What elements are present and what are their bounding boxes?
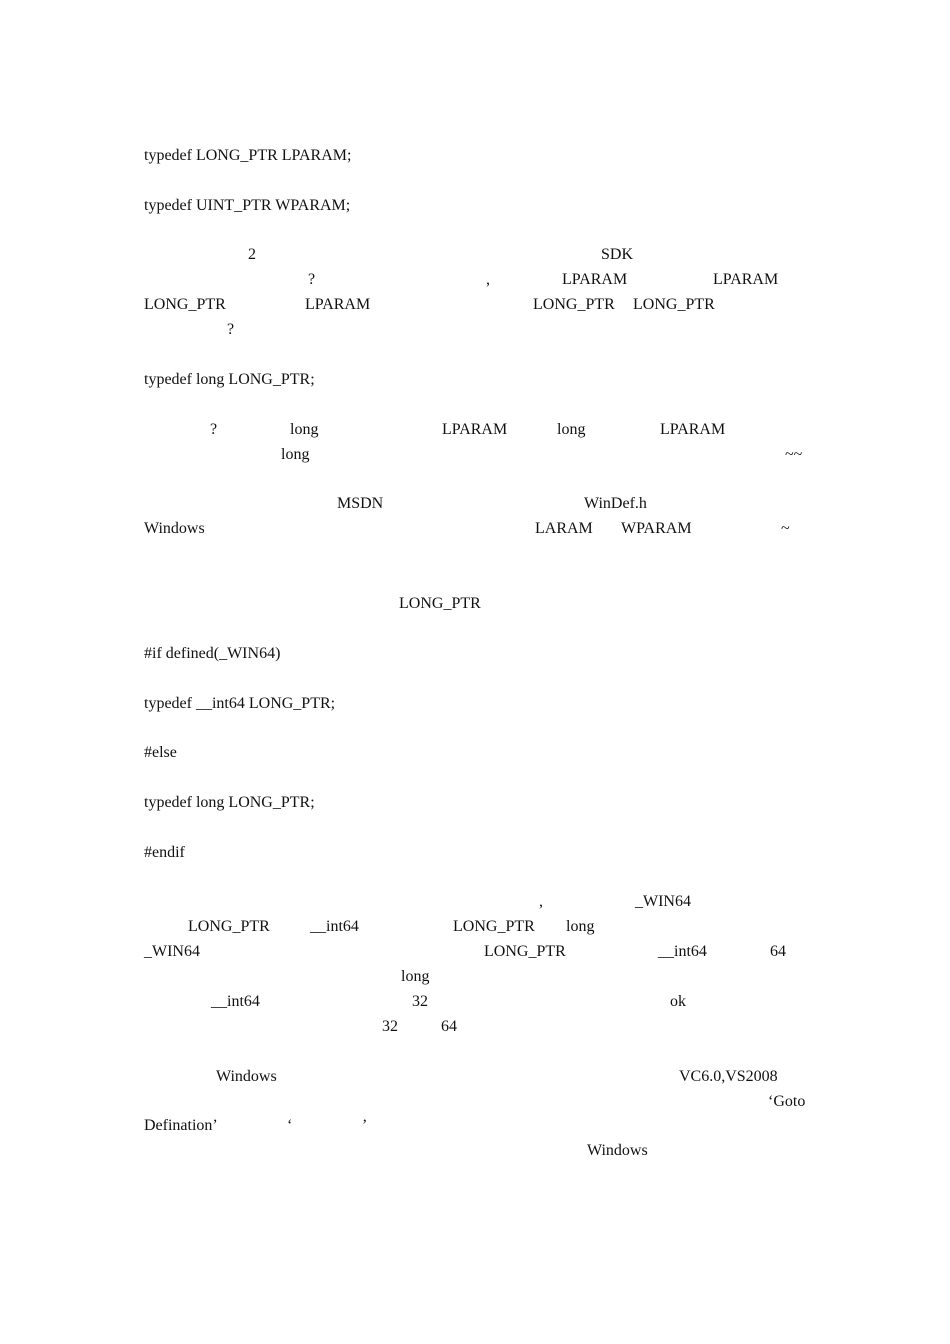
text-fragment: long <box>281 446 310 463</box>
code-text: typedef LONG_PTR LPARAM; <box>144 147 352 164</box>
text-fragment: long <box>401 968 430 985</box>
text-fragment: SDK <box>601 246 634 263</box>
text-fragment: LONG_PTR <box>144 296 226 313</box>
code-text: typedef UINT_PTR WPARAM; <box>144 197 351 214</box>
text-fragment: ~~ <box>785 446 803 463</box>
text-fragment: ~ <box>781 520 790 537</box>
text-fragment: Windows <box>587 1142 648 1159</box>
text-fragment: LONG_PTR <box>453 918 535 935</box>
text-fragment: LPARAM <box>305 296 371 313</box>
text-fragment: Defination’ <box>144 1117 218 1134</box>
text-fragment: 64 <box>770 943 786 960</box>
text-fragment: long <box>557 421 586 438</box>
text-fragment: LONG_PTR <box>484 943 566 960</box>
text-fragment: LPARAM <box>562 271 628 288</box>
text-fragment: 2 <box>248 246 256 263</box>
code-text: typedef long LONG_PTR; <box>144 794 315 811</box>
text-fragment: LPARAM <box>713 271 779 288</box>
text-fragment: __int64 <box>310 918 359 935</box>
text-fragment: LPARAM <box>442 421 508 438</box>
text-fragment: LPARAM <box>660 421 726 438</box>
text-fragment: long <box>290 421 319 438</box>
text-fragment: LONG_PTR <box>633 296 715 313</box>
text-fragment: MSDN <box>337 495 384 512</box>
text-fragment: ok <box>670 993 686 1010</box>
text-fragment: ? <box>210 421 218 438</box>
text-fragment: Windows <box>144 520 205 537</box>
text-fragment: __int64 <box>658 943 707 960</box>
text-fragment: ? <box>227 321 235 338</box>
text-fragment: WPARAM <box>621 520 692 537</box>
text-fragment: LONG_PTR <box>188 918 270 935</box>
text-fragment: ? <box>308 271 316 288</box>
text-fragment: _WIN64 <box>635 893 691 910</box>
text-fragment: long <box>566 918 595 935</box>
text-fragment: Windows <box>216 1068 277 1085</box>
text-fragment: VC6.0,VS2008 <box>679 1068 778 1085</box>
text-fragment: LONG_PTR <box>399 595 481 612</box>
text-fragment: __int64 <box>211 993 260 1010</box>
text-fragment: _WIN64 <box>144 943 200 960</box>
text-fragment: WinDef.h <box>584 495 647 512</box>
code-text: #endif <box>144 844 185 861</box>
code-text: typedef __int64 LONG_PTR; <box>144 695 336 712</box>
code-text: #if defined(_WIN64) <box>144 645 281 662</box>
text-fragment: 64 <box>441 1018 457 1035</box>
text-fragment: LONG_PTR <box>533 296 615 313</box>
text-fragment: , <box>539 893 543 910</box>
code-text: typedef long LONG_PTR; <box>144 371 315 388</box>
text-fragment: 32 <box>382 1018 398 1035</box>
text-fragment: LARAM <box>535 520 593 537</box>
text-fragment: ’ <box>362 1117 368 1134</box>
code-text: #else <box>144 744 177 761</box>
text-fragment: ‘ <box>287 1117 293 1134</box>
text-fragment: , <box>486 271 490 288</box>
text-fragment: ‘Goto <box>768 1093 806 1110</box>
text-fragment: 32 <box>412 993 428 1010</box>
